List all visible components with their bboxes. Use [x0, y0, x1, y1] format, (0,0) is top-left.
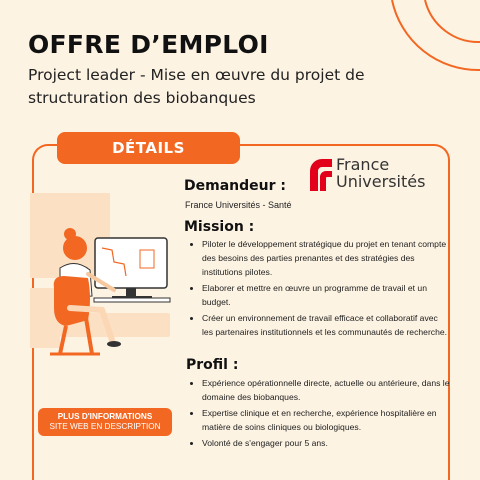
demandeur-value: France Universités - Santé [185, 200, 292, 210]
page-subtitle: Project leader - Mise en œuvre du projet de structuration des biobanques [28, 66, 365, 107]
list-item: • Expérience opérationnelle directe, actuelle ou antérieure, dans le domaine des biobanques. [202, 376, 450, 404]
profil-list [186, 376, 450, 452]
list-item: • Expertise clinique et en recherche, expérience hospitalière en matière de soins cliniques ou biologiques. [202, 406, 450, 434]
list-item: • Piloter le développement stratégique du projet en tenant compte des besoins des parties prenantes et des stratégies des institutions pilotes. [202, 237, 450, 280]
list-item: • Créer un environnement de travail efficace et collaboratif avec les partenaires institutionnels et les communautés de recherche. [202, 311, 450, 339]
profil-heading: Profil : [186, 357, 239, 373]
list-item: • Elaborer et mettre en œuvre un programme de travail et un budget. [202, 281, 450, 309]
logo-mark-icon [306, 157, 334, 191]
logo-line-1: France [336, 155, 390, 174]
person-at-computer-illustration [30, 178, 180, 378]
more-info-button[interactable] [38, 408, 172, 436]
tab-details: DÉTAILS [57, 132, 240, 164]
cta-line-1: PLUS D'INFORMATIONS [57, 412, 153, 421]
list-item: • Volonté de s'engager pour 5 ans. [202, 436, 450, 450]
page-title: OFFRE D’EMPLOI [28, 30, 269, 59]
logo-text [336, 156, 425, 190]
mission-heading: Mission : [184, 219, 255, 235]
france-universites-logo [306, 157, 446, 193]
mission-list [186, 237, 450, 341]
cta-line-2: SITE WEB EN DESCRIPTION [49, 422, 161, 431]
logo-line-2: Universités [336, 172, 426, 191]
demandeur-heading: Demandeur : [184, 178, 286, 194]
